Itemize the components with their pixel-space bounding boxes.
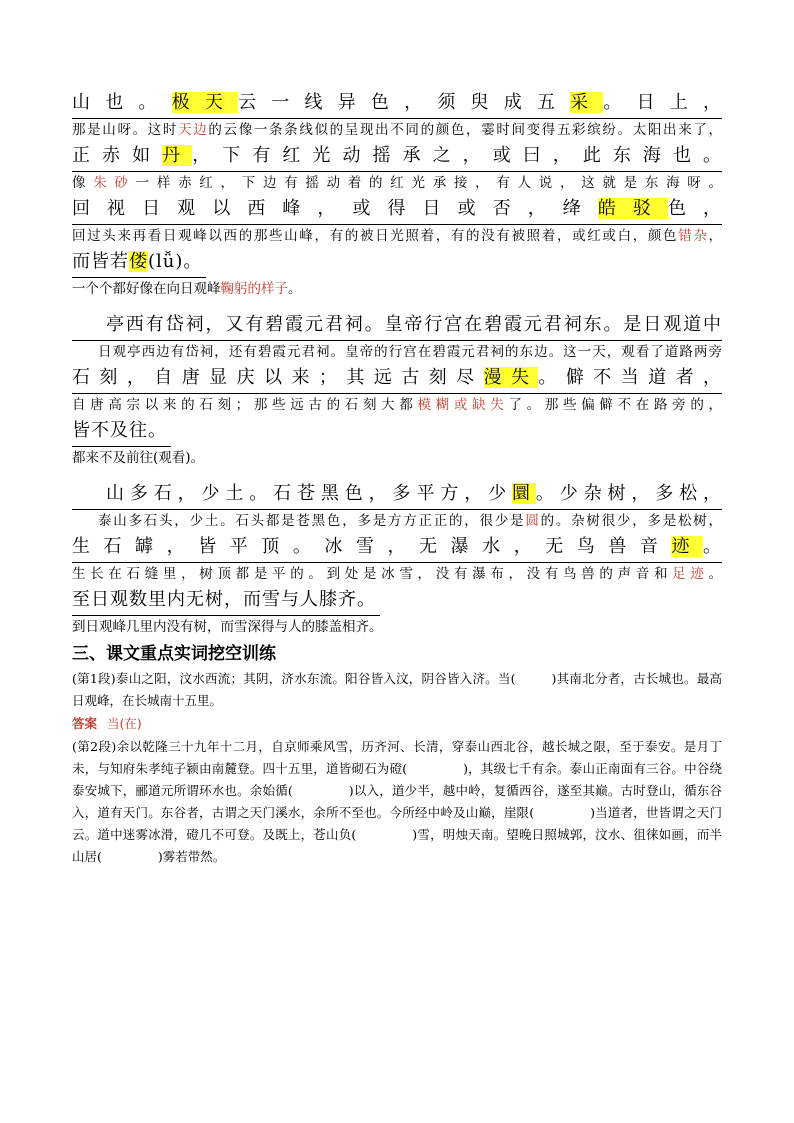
translation-line-2: 像朱砂一样赤红，下边有摇动着的红光承接，有人说，这就是东海呀。 [72,175,722,191]
translation-line-1: 那是山呀。这时天边的云像一条条线似的呈现出不同的颜色，霎时间变得五彩缤纷。太阳出来了， [72,122,722,138]
answer-line [72,712,722,736]
answer-value: 当(在) [107,716,142,731]
document-page [72,88,722,868]
classical-line-4: 而皆若偻(lǚ)。 [72,247,206,278]
classical-line-3: 回视日观以西峰，或得日或否，绛皓驳色， [72,194,722,225]
translation-line-10: 到日观峰几里内没有树，而雪深得与人的膝盖相齐。 [72,619,383,635]
translation-line-9: 生长在石缝里，树顶都是平的。到处是冰雪，没有瀑布，没有鸟兽的声音和足迹。 [72,566,722,582]
classical-line-1: 山也。极天云一线异色，须臾成五采。日上， [72,88,722,119]
translation-line-3: 回过头来再看日观峰以西的那些山峰，有的被日光照着，有的没有被照着，或红或白，颜色错杂， [72,228,722,244]
exercise-paragraph-1: (第1段)泰山之阳，汶水西流；其阴，济水东流。阳谷皆入汶，阴谷皆入济。当( )其南北分者，古长城也。最高日观峰，在长城南十五里。 [72,671,722,708]
classical-line-6: 石刻，自唐显庆以来；其远古刻尽漫失。僻不当道者， [72,363,722,394]
classical-line-10: 至日观数里内无树，而雪与人膝齐。 [72,585,380,616]
translation-line-7: 都来不及前往(观看)。 [72,450,205,466]
classical-line-8: 山多石，少土。石苍黑色，多平方，少圜。少杂树，多松， [72,479,722,510]
answer-label: 答案 [72,716,98,731]
translation-line-6: 自唐高宗以来的石刻；那些远古的石刻大都模糊或缺失了。那些偏僻不在路旁的， [72,397,722,413]
classical-line-5: 亭西有岱祠，又有碧霞元君祠。皇帝行宫在碧霞元君祠东。是日观道中 [72,310,722,341]
translation-line-4: 一个个都好像在向日观峰鞠躬的样子。 [72,281,302,297]
classical-line-2: 正赤如丹，下有红光动摇承之，或曰，此东海也。 [72,141,722,172]
translation-line-5: 日观亭西边有岱祠，还有碧霞元君祠。皇帝的行宫在碧霞元君祠的东边。这一天，观看了道路两旁 [98,344,722,360]
classical-line-9: 生石罅，皆平顶。冰雪，无瀑水，无鸟兽音迹。 [72,532,722,563]
translation-line-8: 泰山多石头，少土。石头都是苍黑色，多是方方正正的，很少是圆的。杂树很少，多是松树， [98,513,722,529]
exercise-paragraph-2: (第2段)余以乾隆三十九年十二月，自京师乘风雪，历齐河、长清，穿泰山西北谷，越长城之限，至于泰安。是月丁未，与知府朱孝纯子颍由南麓登。四十五里，道皆砌石为磴( )，其级七千有余。泰山正南面有三谷。中谷绕泰安城下，郦道元所谓环水也。余始循( )以入，道少半，越中岭，复循西谷，遂至其巅。古时登山，循东谷入，道有天门。东谷者，古谓之天门溪水，余所不至也。今所经中岭及山巅，崖限( )当道者，世皆谓之天门云。道中迷雾冰滑，磴几不可登。及既上，苍山负( )雪，明烛天南。望晚日照城郭，汶水、徂徕如画，而半山居( )雾若带然。 [72,739,722,864]
classical-line-7: 皆不及往。 [72,416,171,447]
section-title: 三、课文重点实词挖空训练 [72,644,276,664]
